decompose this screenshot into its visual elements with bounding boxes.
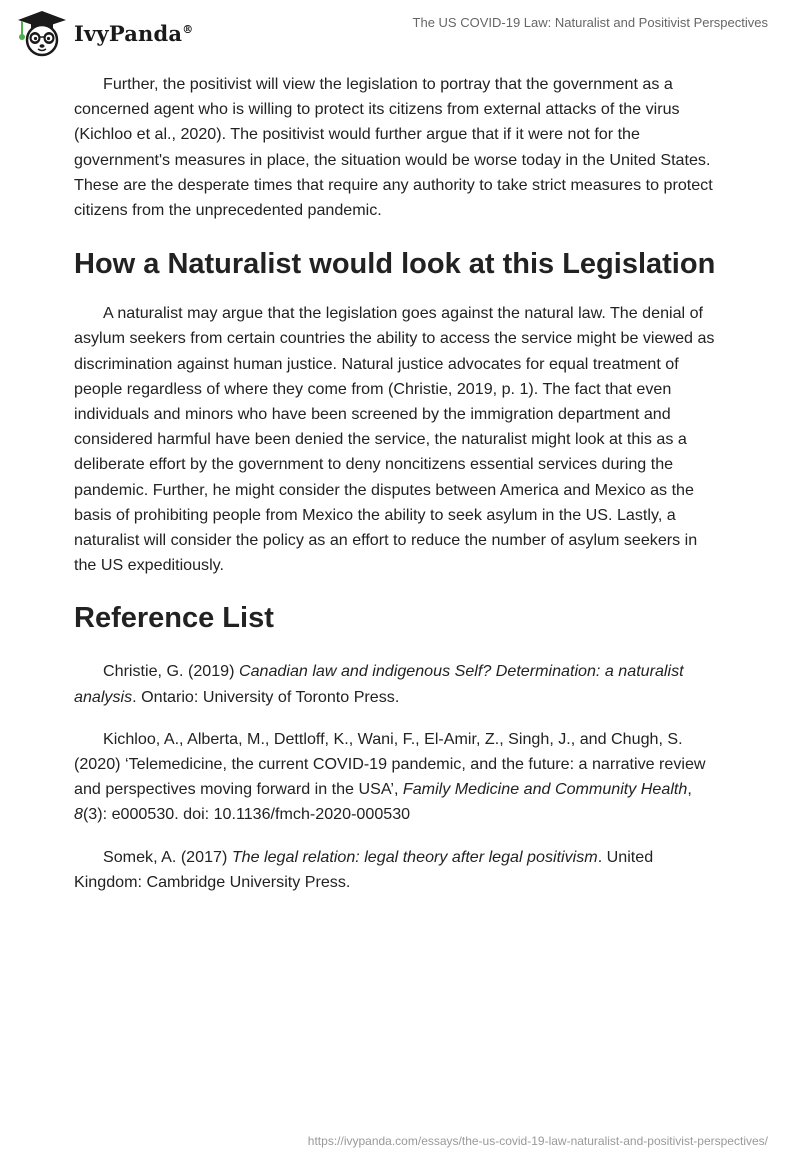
heading-references: Reference List xyxy=(74,602,274,635)
reference-kichloo: Kichloo, A., Alberta, M., Dettloff, K., Wani, F., El-Amir, Z., Singh, J., and Chugh, S. (2020) ‘Telemedicine, the current COVID-19 pandemic, and the future: a narrative review and perspectives moving forward in the USA’, Family Medicine and Community Health, 8(3): e000530. doi: 10.1136/fmch-2020-000530 xyxy=(74,729,706,824)
reference-somek: Somek, A. (2017) The legal relation: legal theory after legal positivism. United Kingdom: Cambridge University Press. xyxy=(74,847,654,891)
paragraph-naturalist: A naturalist may argue that the legislation goes against the natural law. The denial of asylum seekers from certain countries the ability to access the service might be viewed as discrimination against human justice. Natural justice advocates for equal treatment of people regardless of where they come from (Christie, 2019, p. 1). The fact that even individuals and minors who have been screened by the immigration department and considered harmful have been denied the service, the naturalist might look at this as a deliberate effort by the government to deny noncitizens essential services during the pandemic. Further, he might consider the disputes between America and Mexico as the basis of prohibiting people from Mexico the ability to seek asylum in the US. Lastly, a naturalist will consider the policy as an effort to reduce the number of asylum seekers in the US expeditiously. xyxy=(74,304,715,575)
reference-christie: Christie, G. (2019) Canadian law and indigenous Self? Determination: a naturalist analysis. Ontario: University of Toronto Press. xyxy=(74,662,684,706)
page-title: The US COVID-19 Law: Naturalist and Positivist Perspectives xyxy=(412,15,768,30)
heading-naturalist: How a Naturalist would look at this Legislation xyxy=(74,248,716,281)
ivypanda-logo[interactable] xyxy=(14,8,214,58)
paragraph-positivist: Further, the positivist will view the legislation to portray that the government as a concerned agent who is willing to protect its citizens from external attacks of the virus (Kichloo et al., 2020). The positivist would further argue that if it were not for the government's measures in place, the situation would be worse today in the United States. These are the desperate times that require any authority to take strict measures to protect citizens from the unprecedented pandemic. xyxy=(74,75,713,220)
panda-graduate-icon xyxy=(14,9,70,57)
source-url-link[interactable]: https://ivypanda.com/essays/the-us-covid-19-law-naturalist-and-positivist-perspectives/ xyxy=(307,1134,768,1148)
page-header xyxy=(0,0,800,62)
brand-name: IvyPanda® xyxy=(74,20,194,46)
essay-content xyxy=(74,72,724,912)
